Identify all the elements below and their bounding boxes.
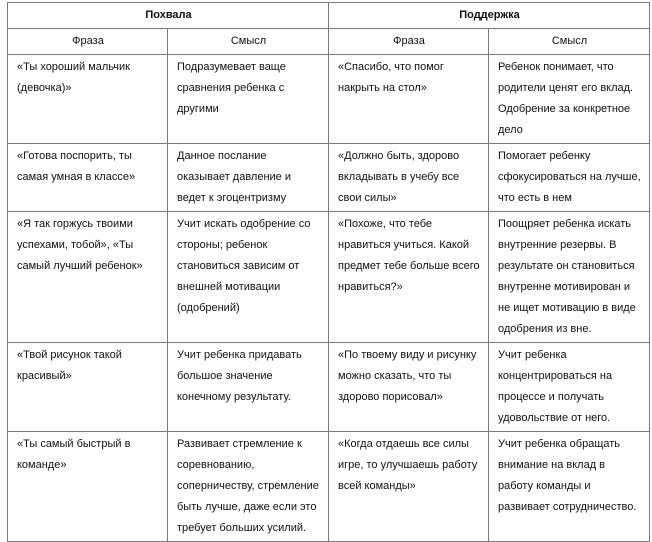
- group-header-row: [8, 3, 650, 29]
- praise-phrase-cell: «Ты самый быстрый в команде»: [8, 432, 168, 542]
- support-meaning-cell: Помогает ребенку сфокусироваться на лучше, что есть в нем: [489, 144, 650, 212]
- column-header-row: [8, 29, 650, 55]
- support-phrase-cell: «По твоему виду и рисунку можно сказать, что ты здорово порисовал»: [329, 343, 489, 432]
- praise-meaning-cell: Подразумевает ваще сравнения ребенка с другими: [168, 55, 329, 144]
- praise-phrase-cell: «Твой рисунок такой красивый»: [8, 343, 168, 432]
- table-row: [8, 144, 650, 212]
- support-phrase-cell: «Должно быть, здорово вкладывать в учебу все свои силы»: [329, 144, 489, 212]
- praise-meaning-cell: Развивает стремление к соревнованию, соперничеству, стремление быть лучше, даже если это требует больших усилий.: [168, 432, 329, 542]
- support-phrase-cell: «Спасибо, что помог накрыть на стол»: [329, 55, 489, 144]
- support-meaning-cell: Поощряет ребенка искать внутренние резервы. В результате он становиться внутренне мотивирован и не ищет мотивацию в виде одобрения из вне.: [489, 212, 650, 343]
- praise-meaning-cell: Учит ребенка придавать большое значение конечному результату.: [168, 343, 329, 432]
- table-row: [8, 55, 650, 144]
- praise-meaning-cell: Данное послание оказывает давление и ведет к эгоцентризму: [168, 144, 329, 212]
- support-header: Поддержка: [329, 3, 650, 29]
- praise-header: Похвала: [8, 3, 329, 29]
- support-phrase-header: Фраза: [329, 29, 489, 55]
- table-row: [8, 343, 650, 432]
- support-meaning-cell: Ребенок понимает, что родители ценят его вклад. Одобрение за конкретное дело: [489, 55, 650, 144]
- table-row: [8, 432, 650, 542]
- table-row: [8, 212, 650, 343]
- support-meaning-cell: Учит ребенка обращать внимание на вклад в работу команды и развивает сотрудничество.: [489, 432, 650, 542]
- support-meaning-header: Смысл: [489, 29, 650, 55]
- praise-phrase-header: Фраза: [8, 29, 168, 55]
- support-phrase-cell: «Похоже, что тебе нравиться учиться. Какой предмет тебе больше всего нравиться?»: [329, 212, 489, 343]
- praise-support-table: [7, 2, 650, 542]
- praise-phrase-cell: «Ты хороший мальчик (девочка)»: [8, 55, 168, 144]
- support-phrase-cell: «Когда отдаешь все силы игре, то улучшаешь работу всей команды»: [329, 432, 489, 542]
- praise-meaning-cell: Учит искать одобрение со стороны; ребенок становиться зависим от внешней мотивации (одобрений): [168, 212, 329, 343]
- support-meaning-cell: Учит ребенка концентрироваться на процессе и получать удовольствие от него.: [489, 343, 650, 432]
- praise-phrase-cell: «Готова поспорить, ты самая умная в классе»: [8, 144, 168, 212]
- praise-meaning-header: Смысл: [168, 29, 329, 55]
- praise-phrase-cell: «Я так горжусь твоими успехами, тобой», «Ты самый лучший ребенок»: [8, 212, 168, 343]
